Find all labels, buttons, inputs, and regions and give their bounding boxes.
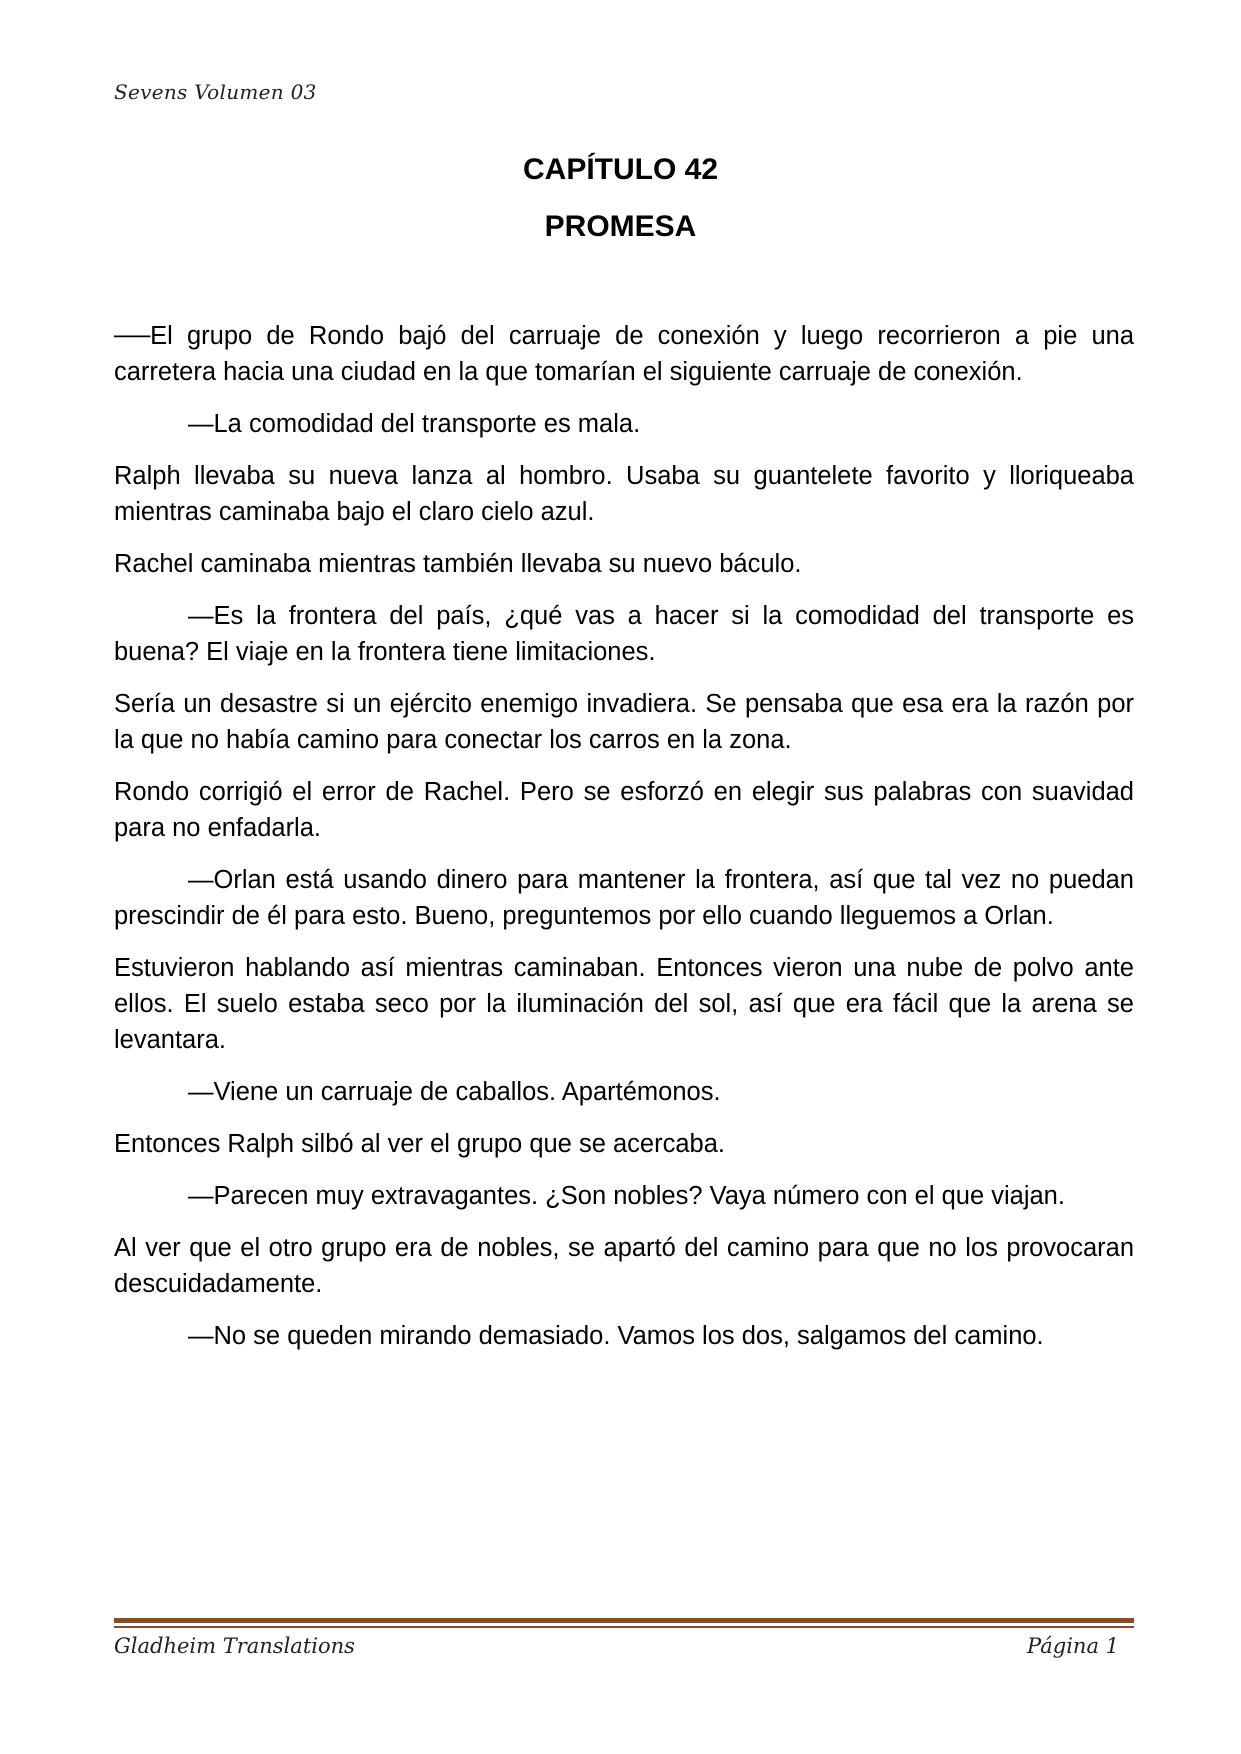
footer-divider-thin (114, 1626, 1134, 1628)
dialogue-paragraph: —Parecen muy extravagantes. ¿Son nobles? Vaya número con el que viajan. (188, 1182, 1065, 1210)
footer-divider (114, 1618, 1134, 1623)
paragraph: Sería un desastre si un ejército enemigo invadiera. Se pensaba que esa era la razón por la que no había camino para conectar los carros en la zona. (114, 690, 1134, 754)
page-number: Página 1 (1027, 1634, 1119, 1658)
paragraph: Rondo corrigió el error de Rachel. Pero se esforzó en elegir sus palabras con suavidad para no enfadarla. (114, 778, 1134, 842)
paragraph: Estuvieron hablando así mientras caminaban. Entonces vieron una nube de polvo ante ellos. El suelo estaba seco por la iluminación del sol, así que era fácil que la arena se levantara. (114, 954, 1134, 1054)
dialogue-paragraph: —Es la frontera del país, ¿qué vas a hacer si la comodidad del transporte es buena? El viaje en la frontera tiene limitaciones. (114, 602, 1134, 666)
paragraph: Ralph llevaba su nueva lanza al hombro. Usaba su guantelete favorito y lloriqueaba mientras caminaba bajo el claro cielo azul. (114, 462, 1134, 526)
dialogue-paragraph: —La comodidad del transporte es mala. (188, 410, 641, 438)
paragraph: Al ver que el otro grupo era de nobles, se apartó del camino para que no los provocaran descuidadamente. (114, 1234, 1134, 1298)
chapter-body (114, 318, 1134, 1370)
paragraph: Rachel caminaba mientras también llevaba su nuevo báculo. (114, 550, 802, 578)
dialogue-paragraph: —Viene un carruaje de caballos. Apartémonos. (188, 1078, 721, 1106)
paragraph: ──El grupo de Rondo bajó del carruaje de conexión y luego recorrieron a pie una carretera hacia una ciudad en la que tomarían el siguiente carruaje de conexión. (114, 322, 1134, 386)
chapter-number: CAPÍTULO 42 (522, 153, 719, 186)
footer-publisher: Gladheim Translations (114, 1634, 355, 1658)
chapter-title: PROMESA (544, 210, 697, 243)
dialogue-paragraph: —Orlan está usando dinero para mantener la frontera, así que tal vez no puedan prescindir de él para esto. Bueno, preguntemos por ello cuando lleguemos a Orlan. (114, 866, 1134, 930)
dialogue-paragraph: —No se queden mirando demasiado. Vamos los dos, salgamos del camino. (188, 1322, 1044, 1350)
running-header: Sevens Volumen 03 (114, 80, 317, 104)
paragraph: Entonces Ralph silbó al ver el grupo que se acercaba. (114, 1130, 725, 1158)
